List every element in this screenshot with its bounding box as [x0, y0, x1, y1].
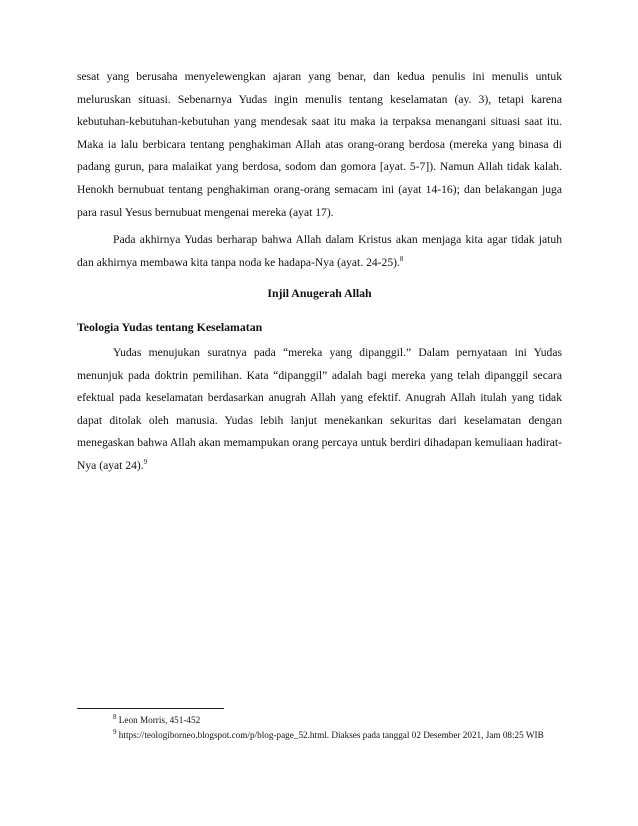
subsection-heading: Teologia Yudas tentang Keselamatan: [77, 320, 263, 334]
paragraph-text: sesat yang berusaha menyelewengkan ajaran yang benar, dan kedua penulis ini menulis untuk meluruskan situasi. Sebenarnya Yudas ingin menulis tentang keselamatan (ay. 3), tetapi karena kebutuhan-kebutuhan-kebutuhan yang mendesak saat itu maka ia terpaksa menangani situasi saat itu. Maka ia lalu berbicara tentang penghakiman Allah atas orang-orang berdosa (mereka yang binasa di padang gurun, para malaikat yang berdosa, sodom dan gomora [ayat. 5-7]). Namun Allah tidak kalah. Henokh bernubuat tentang penghakiman orang-orang semacam ini (ayat 14-16); dan belakangan juga para rasul Yesus bernubuat mengenai mereka (ayat 17).: [77, 70, 562, 219]
paragraph-salvation: [77, 342, 562, 478]
footnotes: [77, 713, 562, 742]
paragraph-continuation: [77, 66, 562, 224]
footnote-text: Leon Morris, 451-452: [118, 715, 201, 725]
paragraph-body: [77, 342, 562, 478]
paragraph-body: [77, 229, 562, 274]
footnote-ref-9: 9: [143, 458, 148, 467]
paragraph-text: Pada akhirnya Yudas berharap bahwa Allah dalam Kristus akan menjaga kita agar tidak jatuh dan akhirnya membawa kita tanpa noda ke hadapa-Nya (ayat. 24-25).: [77, 233, 562, 269]
paragraph-text: Yudas menujukan suratnya pada “mereka yang dipanggil.” Dalam pernyataan ini Yudas menunjuk pada doktrin pemilihan. Kata “dipanggil” adalah bagi mereka yang telah dipanggil secara efektual pada keselamatan berdasarkan anugrah Allah yang efektif. Anugrah Allah itulah yang tidak dapat ditolak oleh manusia. Yudas lebih lanjut menekankan sekuritas dari keselamatan dengan menegaskan bahwa Allah akan memampukan orang percaya untuk berdiri dihadapan kemuliaan hadirat-Nya (ayat 24).: [77, 346, 562, 472]
footnote-number: 9: [113, 727, 117, 736]
footnote-divider: [77, 708, 224, 709]
footnote-number: 8: [113, 712, 117, 721]
footnote-9: [77, 728, 562, 743]
paragraph-yudas-hope: [77, 229, 562, 274]
section-heading: Injil Anugerah Allah: [267, 286, 372, 300]
footnote-8: [77, 713, 562, 728]
footnote-text: https://teologiborneo.blogspot.com/p/blog-page_52.html. Diakses pada tanggal 02 Desember 2021, Jam 08:25 WIB: [118, 729, 544, 740]
footnote-ref-8: 8: [399, 254, 404, 263]
